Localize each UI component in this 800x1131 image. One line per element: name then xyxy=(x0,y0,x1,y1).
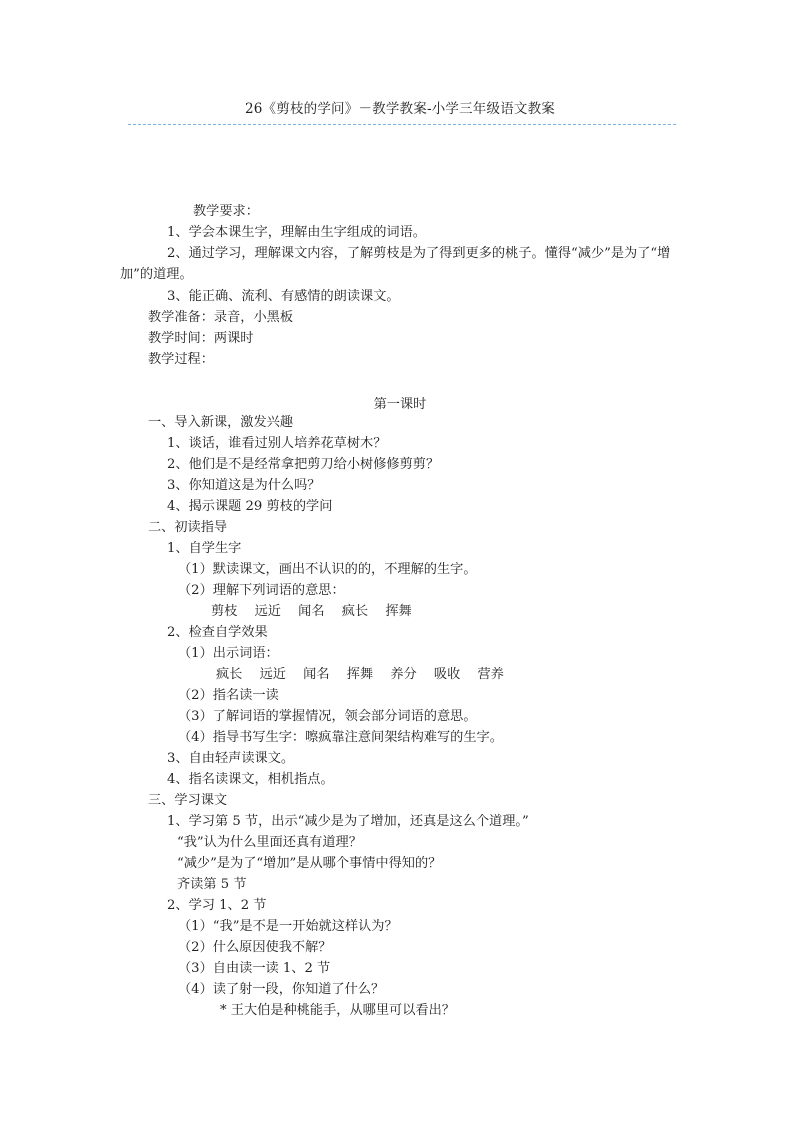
vocab-word: 闻名 xyxy=(303,667,330,682)
vocab-word: 远近 xyxy=(254,604,281,619)
vocab-word: 剪枝 xyxy=(211,604,238,619)
vocab-word: 挥舞 xyxy=(385,604,412,619)
lesson-1-heading: 第一课时 xyxy=(373,397,427,412)
section-2-title: 二、初读指导 xyxy=(148,520,228,535)
vocabulary-list-1 xyxy=(211,603,425,621)
section-2-item-1-sub-1: （1）默读课文，画出不认识的的，不理解的生字。 xyxy=(178,562,477,577)
section-2-item-4: 4、指名读课文，相机指点。 xyxy=(167,772,334,787)
section-3-item-2-sub-1: （1）“我”是不是一开始就这样认为？ xyxy=(178,919,398,934)
section-3-item-2-sub-4-note: * 王大伯是种桃能手，从哪里可以看出？ xyxy=(220,1003,455,1018)
vocab-word: 养分 xyxy=(390,667,417,682)
vocab-word: 吸收 xyxy=(433,667,461,682)
requirement-3: 3、能正确、流利、有感情的朗读课文。 xyxy=(167,289,400,304)
teaching-preparation: 教学准备：录音，小黑板 xyxy=(148,310,294,325)
section-2-item-2: 2、检查自学效果 xyxy=(167,625,268,640)
section-3-item-2-sub-3: （3）自由读一读 1、2 节 xyxy=(178,961,331,976)
vocab-word: 闻名 xyxy=(298,604,325,619)
section-1-title: 一、导入新课，激发兴趣 xyxy=(148,415,294,430)
teaching-time: 教学时间：两课时 xyxy=(148,331,254,346)
section-2-item-2-sub-4: （4）指导书写生字：嚓疯靠注意间架结构难写的生字。 xyxy=(178,730,503,745)
requirement-2: 2、通过学习，理解课文内容，了解剪枝是为了得到更多的桃子。懂得“减少”是为了“增 xyxy=(167,246,671,261)
section-3-item-1-read-aloud: 齐读第 5 节 xyxy=(177,877,247,892)
section-1-item-4: 4、揭示课题 29 剪枝的学问 xyxy=(167,499,333,514)
title-divider xyxy=(128,124,676,125)
requirement-1: 1、学会本课生字，理解由生字组成的词语。 xyxy=(167,225,426,240)
requirements-heading: 教学要求： xyxy=(193,204,259,219)
vocab-word: 挥舞 xyxy=(346,667,374,682)
section-2-item-1: 1、自学生字 xyxy=(167,541,242,556)
section-3-item-2: 2、学习 1、2 节 xyxy=(167,898,267,913)
vocab-word: 疯长 xyxy=(216,667,243,682)
section-3-title: 三、学习课文 xyxy=(148,793,228,808)
section-2-item-3: 3、自由轻声读课文。 xyxy=(167,751,295,766)
section-2-item-1-sub-2: （2）理解下列词语的意思： xyxy=(178,583,345,598)
section-2-item-2-sub-2: （2）指名读一读 xyxy=(178,688,279,703)
section-3-item-1: 1、学习第 5 节，出示“减少是为了增加，还真是这么个道理。” xyxy=(167,814,529,829)
vocabulary-list-2 xyxy=(216,666,517,684)
document-title: 26《剪枝的学问》－教学教案-小学三年级语文教案 xyxy=(244,101,556,117)
section-1-item-1: 1、谈话，谁看过别人培养花草树木？ xyxy=(167,436,387,451)
section-2-item-2-sub-1: （1）出示词语： xyxy=(178,646,279,661)
section-1-item-3: 3、你知道这是为什么吗？ xyxy=(167,478,321,493)
section-3-item-1-question-a: “我”认为什么里面还真有道理？ xyxy=(177,835,362,850)
requirement-2-continued: 加”的道理。 xyxy=(120,267,193,282)
section-1-item-2: 2、他们是不是经常拿把剪刀给小树修修剪剪？ xyxy=(167,457,440,472)
teaching-process: 教学过程： xyxy=(148,352,214,367)
section-3-item-2-sub-4: （4）读了射一段，你知道了什么？ xyxy=(178,982,385,997)
vocab-word: 远近 xyxy=(259,667,286,682)
section-3-item-2-sub-2: （2）什么原因使我不解？ xyxy=(178,940,332,955)
vocab-word: 营养 xyxy=(477,667,504,682)
section-2-item-2-sub-3: （3）了解词语的掌握情况，领会部分词语的意思。 xyxy=(178,709,477,724)
section-3-item-1-question-b: “减少”是为了“增加”是从哪个事情中得知的？ xyxy=(177,856,442,871)
vocab-word: 疯长 xyxy=(341,604,369,619)
